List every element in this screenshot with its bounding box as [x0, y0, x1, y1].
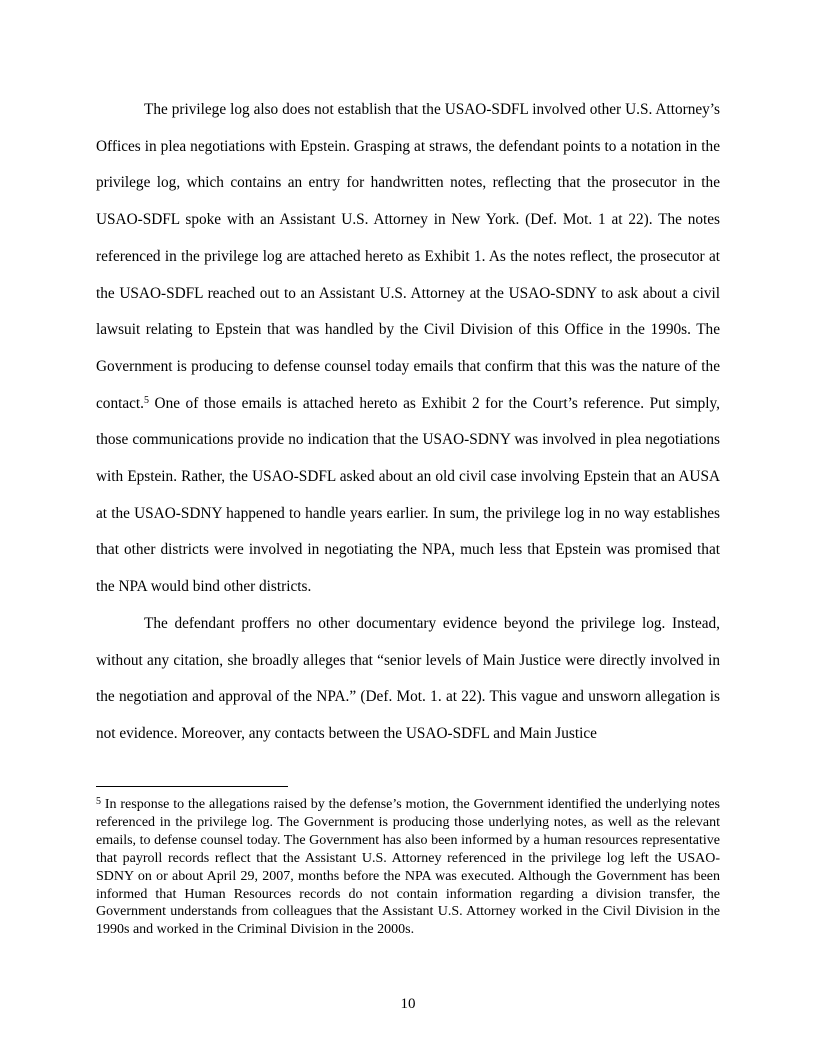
- footnote-text: In response to the allegations raised by the defense’s motion, the Government identified the underlying notes referenced in the privilege log. The Government is producing those underlying notes, as well as the relevant emails, to defense counsel today. The Government has also been informed by a human resources representative that payroll records reflect that the Assistant U.S. Attorney referenced in the privilege log left the USAO-SDNY on or about April 29, 2007, months before the NPA was executed. Although the Government has been informed that Human Resources records do not contain information regarding a division transfer, the Government understands from colleagues that the Assistant U.S. Attorney worked in the Civil Division in the 1990s and worked in the Criminal Division in the 2000s.: [96, 797, 720, 938]
- footnote-reference-5: 5: [144, 394, 149, 406]
- paragraph-text-part-2: One of those emails is attached hereto as Exhibit 2 for the Court’s reference. Put simply, those communications provide no indication that the USAO-SDNY was involved in plea negotiations with Epstein. Rather, the USAO-SDFL asked about an old civil case involving Epstein that an AUSA at the USAO-SDNY happened to handle years earlier. In sum, the privilege log in no way establishes that other districts were involved in negotiating the NPA, much less that Epstein was promised that the NPA would bind other districts.: [96, 394, 720, 596]
- footnote-number: 5: [96, 796, 101, 807]
- footnote-separator: [96, 786, 288, 787]
- paragraph-privilege-log: [96, 92, 720, 606]
- footnote-5: [96, 796, 720, 939]
- page-number: 10: [400, 996, 416, 1012]
- footnote-paragraph: [96, 796, 720, 939]
- paragraph-text-part-1: The privilege log also does not establish that the USAO-SDFL involved other U.S. Attorney’s Offices in plea negotiations with Epstein. Grasping at straws, the defendant points to a notation in the privilege log, which contains an entry for handwritten notes, reflecting that the prosecutor in the USAO-SDFL spoke with an Assistant U.S. Attorney in New York. (Def. Mot. 1 at 22). The notes referenced in the privilege log are attached hereto as Exhibit 1. As the notes reflect, the prosecutor at the USAO-SDFL reached out to an Assistant U.S. Attorney at the USAO-SDNY to ask about a civil lawsuit relating to Epstein that was handled by the Civil Division of this Office in the 1990s. The Government is producing to defense counsel today emails that confirm that this was the nature of the contact.: [96, 101, 720, 412]
- body-text: [96, 92, 720, 753]
- paragraph-documentary-evidence: The defendant proffers no other documentary evidence beyond the privilege log. Instead, without any citation, she broadly alleges that “senior levels of Main Justice were directly involved in the negotiation and approval of the NPA.” (Def. Mot. 1. at 22). This vague and unsworn allegation is not evidence. Moreover, any contacts between the USAO-SDFL and Main Justice: [96, 614, 720, 742]
